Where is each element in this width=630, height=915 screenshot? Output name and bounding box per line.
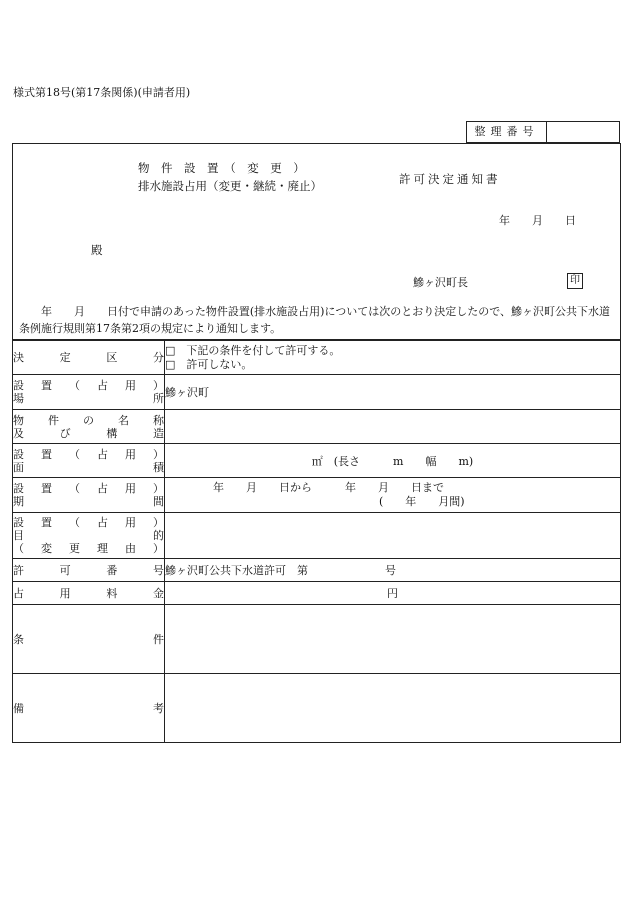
seiri-number-box [466,121,620,143]
kettei-kubun-label [13,341,165,375]
label-char: 金 [152,586,164,600]
label-char: ） [153,379,164,392]
issuer-name: 鰺ヶ沢町長 [413,276,468,289]
row-bukken-meisho [13,410,621,444]
bukken-meisho-value[interactable] [165,410,621,444]
kettei-kubun-options [165,341,621,375]
label-char: 用 [125,379,136,392]
label-char: 条 [13,632,24,646]
label-char: 置 [41,447,52,461]
seal-mark: 印 [567,273,583,289]
row-biko [13,674,621,743]
label-char: 用 [125,447,136,461]
setchi-mokuteki-value[interactable] [165,513,621,559]
period-from-to: 年 月 日から 年 月 日まで [213,481,444,494]
label-char: 考 [153,701,164,715]
label-char: 所 [153,392,164,405]
senyo-ryokin-label [13,582,165,605]
notice-header [12,143,621,340]
label-char: 件 [153,632,164,646]
biko-value[interactable] [165,674,621,743]
area-text: ㎡ (長さ m 幅 m) [311,454,474,468]
row-setchi-mokuteki [13,513,621,559]
label-char: び [59,426,71,440]
label-char: 及 [13,426,24,440]
label-char: 占 [97,379,108,392]
setchi-mokuteki-label [13,513,165,559]
title-suffix: 許可決定通知書 [399,172,501,186]
label-char: 置 [41,379,52,392]
label-char: 定 [59,351,71,364]
setchi-menseki-value[interactable] [165,444,621,478]
label-char: 称 [153,413,164,427]
setchi-basho-value[interactable] [165,375,621,410]
justified-label [13,587,164,600]
row-setchi-basho [13,375,621,410]
justified-label [13,529,164,542]
label-char: （ [69,516,80,529]
justified-label [13,633,164,646]
joken-value[interactable] [165,605,621,674]
row-kettei-kubun [13,341,621,375]
label-char: 番 [106,563,118,577]
setchi-menseki-label [13,444,165,478]
label-char: 積 [153,460,164,474]
seiri-number-field[interactable] [547,122,619,142]
label-char: 場 [13,392,24,405]
label-char: （ [69,482,80,495]
label-char: ） [153,516,164,529]
label-char: 由 [125,542,136,555]
row-setchi-menseki [13,444,621,478]
justified-label [13,427,164,440]
justified-label [13,379,164,392]
label-char: 許 [13,563,24,577]
justified-label [13,495,164,508]
setchi-kikan-label [13,478,165,513]
title-line-2: 排水施設占用（変更・継続・廃止） [138,179,322,193]
label-char: 面 [13,460,24,474]
label-char: ） [153,482,164,495]
label-char: （ [69,379,80,392]
kyoka-bango-label [13,559,165,582]
title-line-1: 物 件 設 置 （ 変 更 ） [138,161,305,175]
label-char: 置 [41,516,52,529]
fee-unit: 円 [387,587,398,600]
justified-label [13,448,164,461]
setchi-basho-label [13,375,165,410]
joken-label [13,605,165,674]
label-char: 備 [13,701,24,715]
decision-table [12,340,621,743]
row-setchi-kikan [13,478,621,513]
kyoka-bango-value[interactable] [165,559,621,582]
permit-number-text: 鰺ヶ沢町公共下水道許可 第 号 [165,564,396,577]
label-char: 設 [13,516,24,529]
label-char: 用 [125,482,136,495]
label-char: 占 [97,516,108,529]
label-char: ） [153,447,164,461]
period-months: ( 年 月間) [379,495,465,508]
label-char: 分 [152,351,164,364]
form-code: 様式第18号(第17条関係)(申請者用) [13,86,191,99]
label-char: 設 [13,482,24,495]
label-char: 構 [106,426,118,440]
addressee-suffix: 殿 [91,243,103,257]
label-char: 区 [106,351,118,364]
row-kyoka-bango [13,559,621,582]
label-char: 間 [153,495,164,508]
label-char: 占 [97,447,108,461]
label-char: 可 [59,563,71,577]
justified-label [13,351,164,364]
seiri-number-label: 整理番号 [467,122,547,142]
label-char: 設 [13,447,24,461]
justified-label [13,564,164,577]
setchi-kikan-value[interactable] [165,478,621,513]
row-joken [13,605,621,674]
label-char: 用 [59,586,71,600]
label-char: （ [13,542,24,555]
label-char: 造 [152,426,164,440]
label-char: 更 [69,542,80,555]
label-char: 期 [13,495,24,508]
option-approve-with-conditions[interactable]: □ 下記の条件を付して許可する。 [165,343,341,357]
label-char: 号 [152,563,164,577]
label-char: 目 [13,529,24,542]
label-char: 理 [97,542,108,555]
row-senyo-ryokin [13,582,621,605]
label-char: 用 [125,516,136,529]
location-text: 鰺ヶ沢町 [165,386,209,399]
label-char: 件 [48,413,59,427]
label-char: 名 [118,413,129,427]
issue-date[interactable]: 年 月 日 [499,214,576,227]
label-char: 物 [13,413,24,427]
label-char: の [83,413,94,427]
bukken-meisho-label [13,410,165,444]
justified-label [13,516,164,529]
justified-label [13,461,164,474]
label-char: （ [69,447,80,461]
justified-label [13,392,164,405]
biko-label [13,674,165,743]
justified-label [13,702,164,715]
label-char: ） [153,542,164,555]
label-char: 占 [13,586,24,600]
label-char: 占 [97,482,108,495]
label-char: 置 [41,482,52,495]
justified-label [13,542,164,555]
label-char: 料 [106,586,118,600]
label-char: 変 [41,542,52,555]
senyo-ryokin-value[interactable] [165,582,621,605]
label-char: 的 [153,529,164,542]
justified-label [13,482,164,495]
option-not-approved[interactable]: □ 許可しない。 [165,357,253,371]
justified-label [13,414,164,427]
label-char: 決 [13,351,24,364]
notice-body-text: 年 月 日付で申請のあった物件設置(排水施設占用)については次のとおり決定したので、鰺ヶ沢町公共下水道条例施行規則第17条第2項の規定により通知します。 [19,305,611,335]
label-char: 設 [13,379,24,392]
